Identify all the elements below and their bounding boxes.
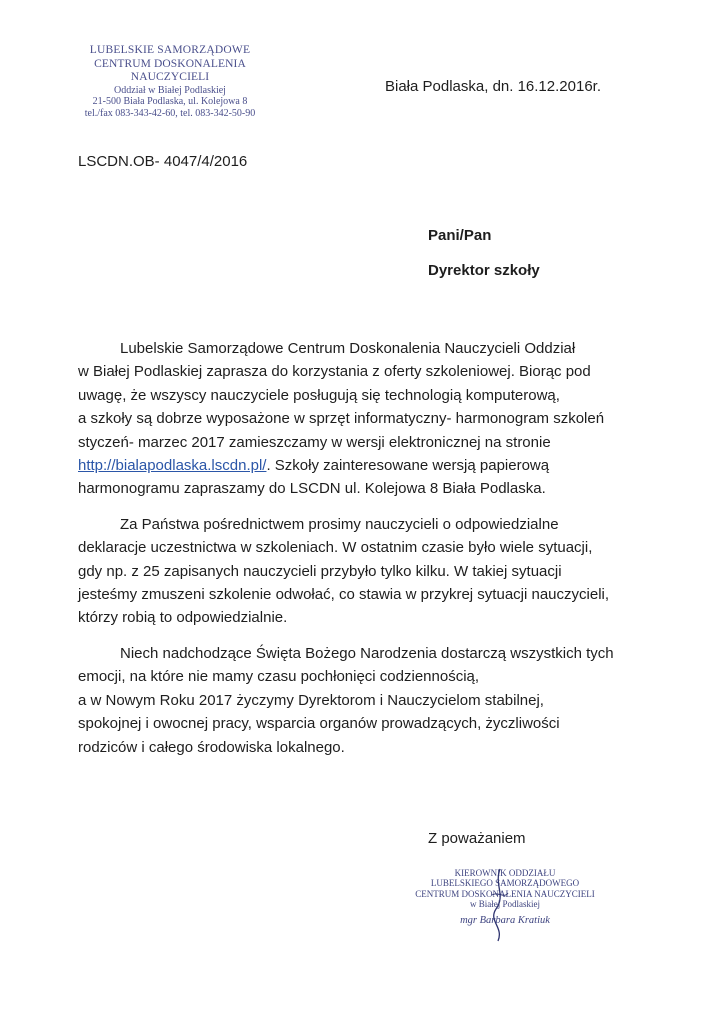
reference-number: LSCDN.OB- 4047/4/2016 — [78, 153, 248, 170]
recipient-salutation: Pani/Pan — [428, 227, 492, 244]
text-line: spokojnej i owocnej pracy, wsparcia organów prowadzących, życzliwości — [78, 715, 560, 733]
closing-phrase: Z poważaniem — [428, 830, 526, 847]
stamp-line-2: CENTRUM DOSKONALENIA NAUCZYCIELI — [94, 57, 246, 84]
stamp-line-3: Oddział w Białej Podlaskiej — [114, 84, 226, 96]
text-line: harmonogramu zapraszamy do LSCDN ul. Kolejowa 8 Biała Podlaska. — [78, 480, 546, 498]
text-line: a w Nowym Roku 2017 życzymy Dyrektorom i Nauczycielom stabilnej, — [78, 691, 544, 709]
signatory-name: mgr Barbara Kratiuk — [460, 915, 550, 927]
text-line: Lubelskie Samorządowe Centrum Doskonalenia Nauczycieli Oddział — [120, 340, 576, 357]
signature-stamp-line-4: w Białej Podlaskiej — [470, 899, 540, 910]
text-line: którzy robią to odpowiedzialnie. — [78, 609, 288, 627]
stamp-line-1: LUBELSKIE SAMORZĄDOWE — [89, 44, 251, 56]
stamp-line-5: tel./fax 083-343-42-60, tel. 083-342-50-90 — [84, 108, 256, 120]
text-line: gdy np. z 25 zapisanych nauczycieli przybyło tylko kilku. W takiej sytuacji — [78, 562, 562, 580]
text-line-with-link — [78, 454, 638, 477]
text-line: emocji, na które nie mamy czasu pochłonięci codziennością, — [78, 668, 480, 686]
paragraph-3 — [78, 642, 638, 759]
handwritten-signature — [478, 865, 518, 945]
signature-stamp-line-2: LUBELSKIEGO SAMORZĄDOWEGO — [430, 878, 580, 889]
text-line: styczeń- marzec 2017 zamieszczamy w wersji elektronicznej na stronie — [78, 433, 551, 451]
text-line: w Białej Podlaskiej zaprasza do korzystania z oferty szkoleniowej. Biorąc pod — [78, 363, 591, 381]
text-line: uwagę, że wszyscy nauczyciele posługują się technologią komputerową, — [78, 386, 560, 404]
institution-stamp — [60, 44, 280, 120]
website-link[interactable]: http://bialapodlaska.lscdn.pl/ — [78, 457, 267, 475]
text-line: deklaracje uczestnictwa w szkoleniach. W ostatnim czasie było wiele sytuacji, — [78, 539, 593, 557]
recipient-title: Dyrektor szkoły — [428, 262, 540, 279]
text-line: rodziców i całego środowiska lokalnego. — [78, 738, 345, 756]
text-line: Niech nadchodzące Święta Bożego Narodzenia dostarczą wszystkich tych — [120, 644, 614, 662]
stamp-line-4: 21-500 Biała Podlaska, ul. Kolejowa 8 — [92, 96, 248, 108]
text-line: jesteśmy zmuszeni szkolenie odwołać, co stawia w przykrej sytuacji nauczycieli, — [78, 586, 610, 604]
text-fragment: . Szkoły zainteresowane wersją papierową — [266, 457, 550, 475]
letter-body — [78, 337, 638, 771]
paragraph-1 — [78, 337, 638, 501]
letter-date: Biała Podlaska, dn. 16.12.2016r. — [385, 78, 601, 95]
text-line: a szkoły są dobrze wyposażone w sprzęt informatyczny- harmonogram szkoleń — [78, 410, 605, 428]
paragraph-2 — [78, 513, 638, 630]
text-line: Za Państwa pośrednictwem prosimy nauczycieli o odpowiedzialne — [120, 515, 559, 533]
signature-stamp-line-1: KIEROWNIK ODDZIAŁU — [454, 868, 556, 878]
signature-stamp-line-3: CENTRUM DOSKONALENIA NAUCZYCIELI — [415, 888, 595, 899]
